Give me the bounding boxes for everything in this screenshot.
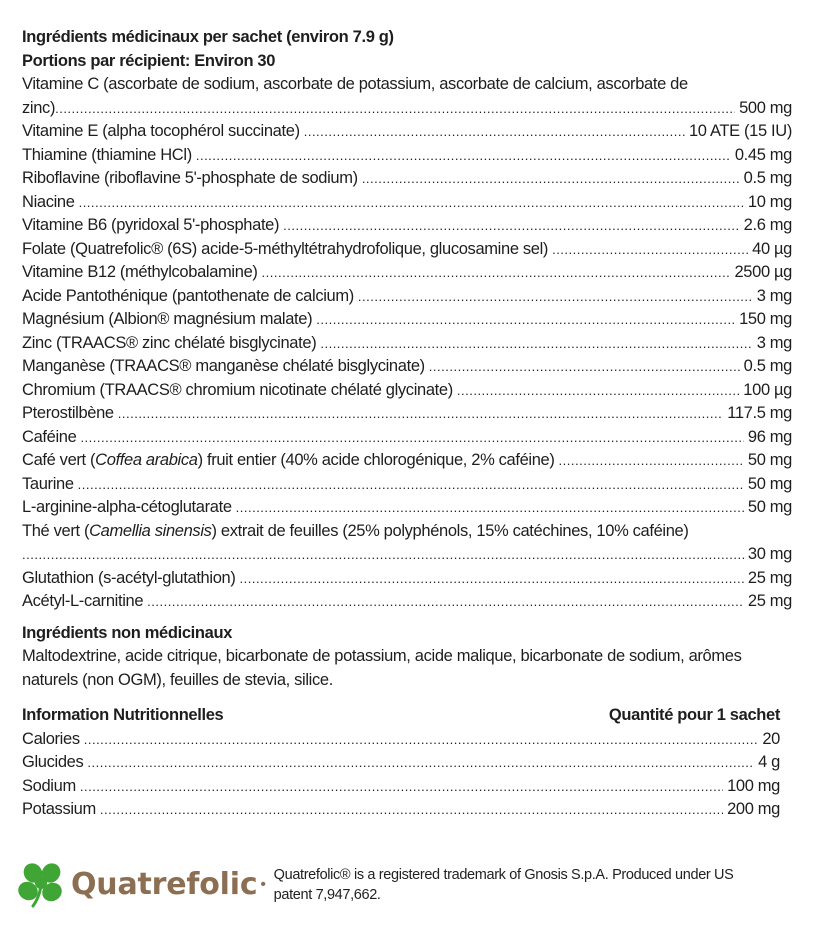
ingredient-item [22, 167, 792, 191]
nutrition-header [22, 704, 780, 728]
ingredient-amount: 50 mg [747, 498, 792, 516]
ingredient-item [22, 285, 792, 309]
ingredient-name: Magnésium (Albion® magnésium malate) [22, 310, 313, 328]
ingredient-item [22, 355, 792, 379]
ingredient-amount: 10 mg [747, 192, 792, 211]
nutrition-row [22, 775, 780, 799]
leader-dots [80, 775, 723, 799]
leader-dots [79, 191, 744, 215]
ingredient-item [22, 379, 792, 403]
ingredient-item [22, 426, 792, 450]
nutrition-row [22, 728, 780, 752]
nutrient-name: Sodium [22, 776, 76, 795]
leader-dots [457, 379, 739, 403]
nutrient-name: Calories [22, 729, 80, 748]
leader-dots [559, 449, 744, 473]
ingredient-amount: 50 mg [747, 451, 792, 469]
leader-dots [552, 238, 748, 262]
ingredient-item [22, 402, 792, 426]
leader-dots [429, 355, 740, 379]
leader-dots [22, 543, 744, 567]
ingredient-name: Riboflavine (riboflavine 5'-phosphate de sodium) [22, 169, 358, 187]
clover-logo-icon [15, 860, 69, 910]
ingredient-name: Vitamine C (ascorbate de sodium, ascorbate de potassium, ascorbate de calcium, ascorbate de [22, 75, 688, 93]
ingredient-item [22, 144, 792, 168]
ingredient-amount: 117.5 mg [727, 404, 792, 422]
nutrition-row [22, 798, 780, 822]
ingredient-name: Taurine [22, 474, 74, 493]
ingredient-item [22, 261, 792, 285]
ingredient-name: Vitamine B12 (méthylcobalamine) [22, 263, 258, 281]
leader-dots [55, 97, 735, 121]
leader-dots [147, 590, 744, 614]
ingredient-amount: 40 µg [752, 239, 792, 258]
ingredient-name: L-arginine-alpha-cétoglutarate [22, 498, 232, 516]
ingredient-name: Chromium (TRAACS® chromium nicotinate chélaté glycinate) [22, 380, 453, 399]
ingredient-item [22, 214, 792, 238]
latin-name: Coffea arabica [95, 451, 198, 469]
ingredient-item [22, 238, 792, 262]
ingredient-item [22, 449, 792, 473]
leader-dots [87, 751, 754, 775]
ingredient-amount: 2.6 mg [743, 216, 792, 234]
leader-dots [283, 214, 740, 238]
ingredient-amount: 50 mg [747, 474, 792, 493]
ingredient-item [22, 567, 792, 591]
leader-dots [316, 308, 735, 332]
ingredient-item [22, 520, 792, 567]
leader-dots [262, 261, 731, 285]
ingredient-amount: 30 mg [747, 545, 792, 563]
ingredient-name: Thé vert (Camellia sinensis) extrait de feuilles (25% polyphénols, 15% catéchines, 10% caféine) [22, 521, 689, 540]
ingredient-label [22, 26, 792, 822]
nutrient-name: Glucides [22, 753, 84, 771]
ingredient-name: Pterostilbène [22, 404, 114, 422]
ingredient-item [22, 590, 792, 614]
nutrient-amount: 20 [762, 729, 780, 748]
leader-dots [118, 402, 723, 426]
nutrition-title: Information Nutritionnelles [22, 706, 224, 724]
ingredient-name: Folate (Quatrefolic® (6S) acide-5-méthyltétrahydrofolique, glucosamine sel) [22, 239, 549, 258]
trademark-note: Quatrefolic® is a registered trademark of Gnosis S.p.A. Produced under US patent 7,947,662. [273, 867, 734, 903]
ingredient-amount: 25 mg [747, 592, 792, 610]
nutrient-amount: 100 mg [727, 776, 780, 795]
brand-wordmark: Quatrefolic [71, 867, 258, 902]
leader-dots [78, 473, 744, 497]
servings-per-container: Portions par récipient: Environ 30 [22, 51, 276, 70]
ingredient-item [22, 332, 792, 356]
ingredient-item [22, 191, 792, 215]
ingredient-amount: 3 mg [756, 333, 792, 352]
ingredient-name: Manganèse (TRAACS® manganèse chélaté bisglycinate) [22, 357, 425, 375]
ingredient-amount: 0.5 mg [743, 357, 792, 375]
leader-dots [84, 728, 759, 752]
leader-dots [304, 120, 685, 144]
nutrition-table [22, 728, 780, 822]
ingredient-amount: 2500 µg [734, 263, 792, 281]
leader-dots [100, 798, 723, 822]
ingredient-amount: 25 mg [747, 568, 792, 587]
quantity-header: Quantité pour 1 sachet [608, 706, 780, 724]
leader-dots [320, 332, 752, 356]
ingredient-name: Vitamine B6 (pyridoxal 5'-phosphate) [22, 216, 280, 234]
ingredient-name: Café vert (Coffea arabica) fruit entier (40% acide chlorogénique, 2% caféine) [22, 451, 555, 469]
nutrition-row [22, 751, 780, 775]
leader-dots [196, 144, 731, 168]
ingredient-amount: 0.45 mg [734, 145, 792, 164]
ingredient-name: Glutathion (s-acétyl-glutathion) [22, 568, 236, 587]
ingredient-item [22, 473, 792, 497]
non-medicinal-text: Maltodextrine, acide citrique, bicarbonate de potassium, acide malique, bicarbonate de sodium, arômes naturels (non OGM), feuilles de stevia, silice. [22, 647, 742, 689]
ingredient-amount: 500 mg [739, 98, 792, 117]
ingredient-item [22, 120, 792, 144]
ingredient-name: Caféine [22, 427, 77, 446]
brand-bullet: • [260, 876, 266, 893]
nutrient-amount: 4 g [758, 753, 780, 771]
nutrient-name: Potassium [22, 800, 96, 818]
ingredient-amount: 10 ATE (15 IU) [688, 122, 792, 140]
latin-name: Camellia sinensis [89, 521, 212, 540]
leader-dots [240, 567, 744, 591]
ingredient-name: Acétyl-L-carnitine [22, 592, 144, 610]
ingredient-name: Niacine [22, 192, 75, 211]
ingredient-item [22, 73, 792, 120]
leader-dots [362, 167, 740, 191]
ingredient-amount: 96 mg [747, 427, 792, 446]
leader-dots [358, 285, 753, 309]
leader-dots [80, 426, 743, 450]
ingredient-item [22, 496, 792, 520]
ingredient-amount: 0.5 mg [743, 169, 792, 187]
ingredient-item [22, 308, 792, 332]
medicinal-title: Ingrédients médicinaux per sachet (environ 7.9 g) [22, 28, 394, 46]
ingredient-name: Zinc (TRAACS® zinc chélaté bisglycinate) [22, 333, 317, 352]
ingredient-name: Acide Pantothénique (pantothenate de calcium) [22, 286, 354, 305]
ingredient-amount: 100 µg [743, 380, 792, 399]
non-medicinal-title: Ingrédients non médicinaux [22, 623, 233, 642]
ingredient-name: Thiamine (thiamine HCl) [22, 145, 192, 164]
leader-dots [236, 496, 744, 520]
nutrient-amount: 200 mg [727, 800, 780, 818]
footer [15, 860, 805, 910]
ingredient-name: Vitamine E (alpha tocophérol succinate) [22, 122, 300, 140]
ingredient-amount: 150 mg [739, 310, 792, 328]
ingredient-amount: 3 mg [756, 286, 792, 305]
ingredient-name-cont: zinc) [22, 98, 56, 117]
